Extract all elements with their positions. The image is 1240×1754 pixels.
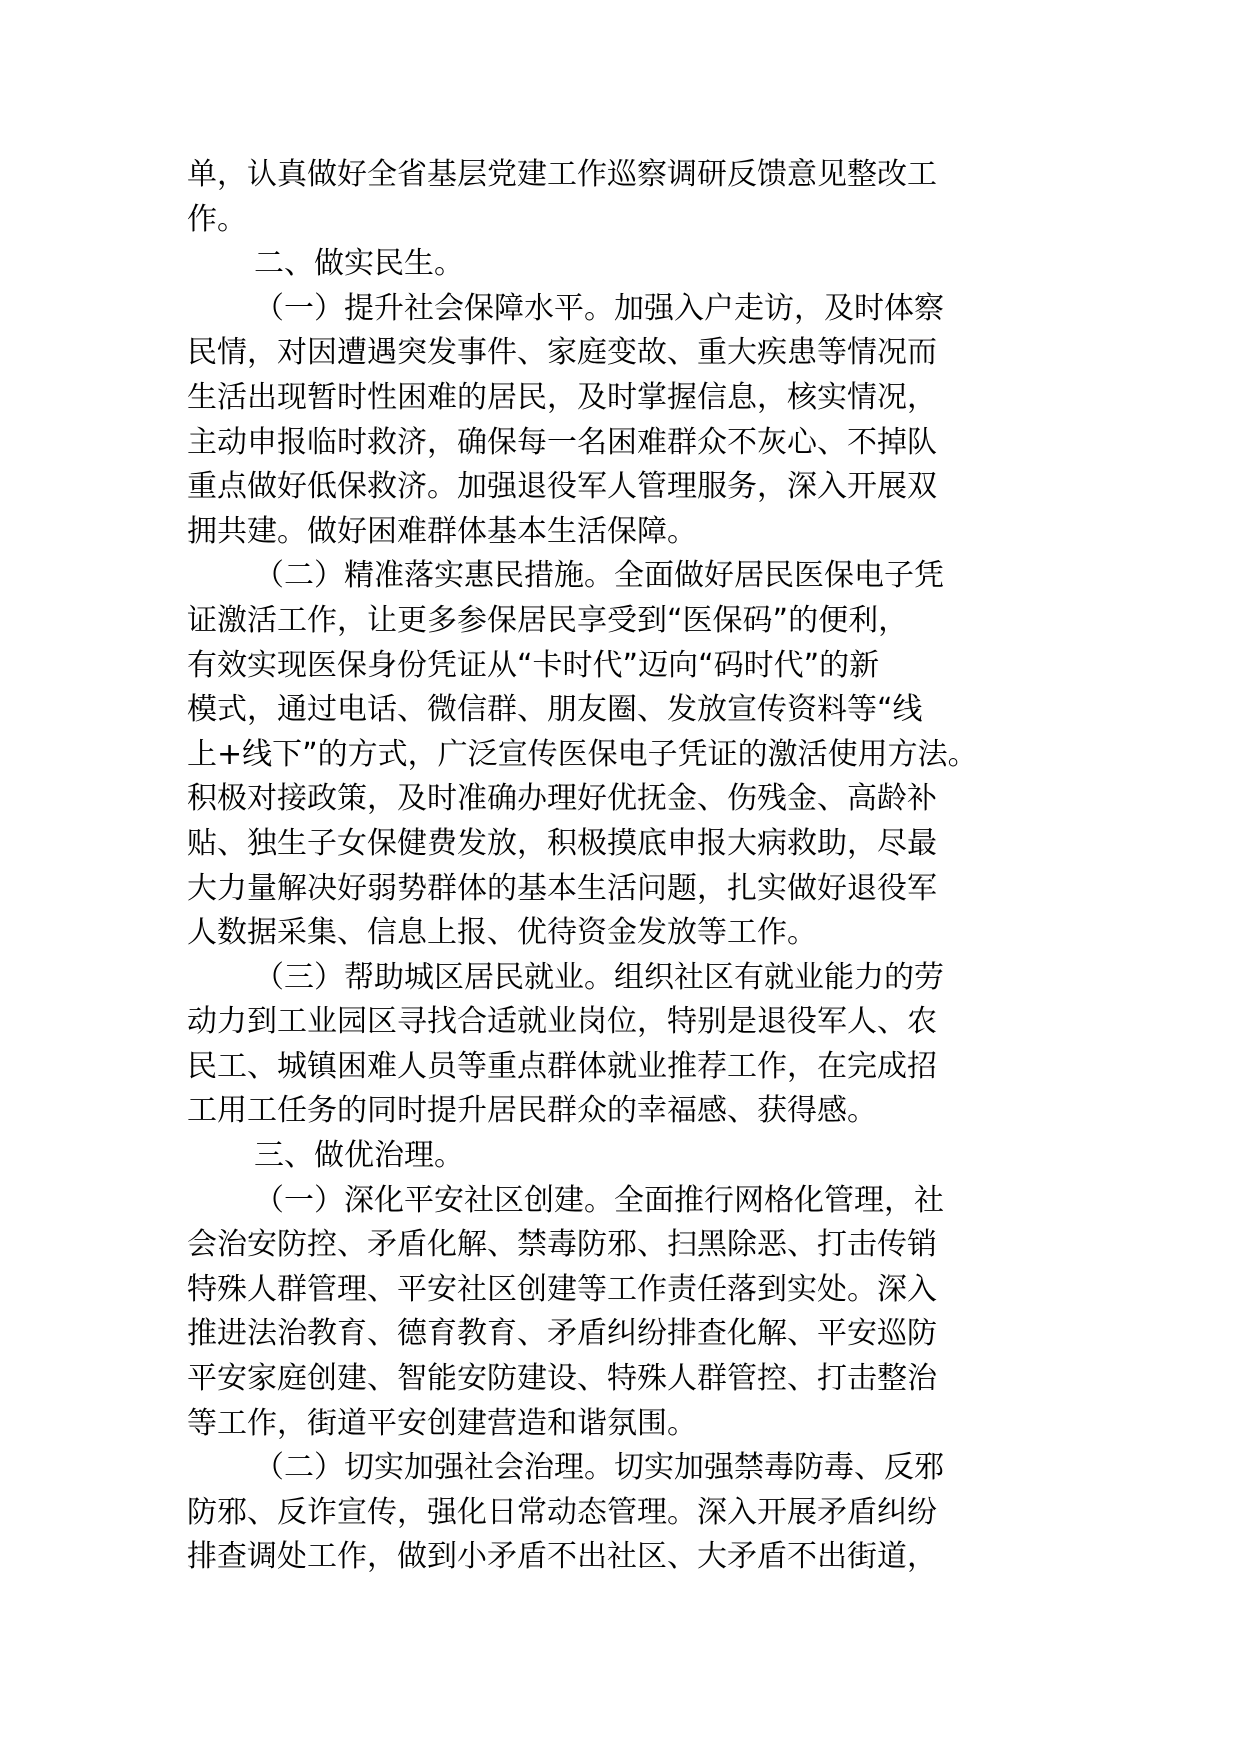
text-line: 上+线下”的方式，广泛宣传医保电子凭证的激活使用方法。	[187, 736, 978, 772]
text-line: 拥共建。做好困难群体基本生活保障。	[187, 513, 697, 549]
text-line: 动力到工业园区寻找合适就业岗位，特别是退役军人、农	[187, 1004, 937, 1040]
text-line: （一）提升社会保障水平。加强入户走访，及时体察	[254, 290, 944, 326]
text-line: （二）切实加强社会治理。切实加强禁毒防毒、反邪	[254, 1450, 944, 1486]
text-line: （三）帮助城区居民就业。组织社区有就业能力的劳	[254, 959, 944, 995]
text-line: 证激活工作，让更多参保居民享受到“医保码”的便利，	[187, 602, 909, 638]
text-line: 有效实现医保身份凭证从“卡时代”迈向“码时代”的新	[187, 647, 880, 683]
section-heading: 三、做优治理。	[254, 1138, 464, 1174]
text-line: 贴、独生子女保健费发放，积极摸底申报大病救助，尽最	[187, 825, 937, 861]
text-line: 民工、城镇困难人员等重点群体就业推荐工作，在完成招	[187, 1048, 937, 1084]
text-line: （一）深化平安社区创建。全面推行网格化管理，社	[254, 1182, 944, 1218]
text-line: 积极对接政策，及时准确办理好优抚金、伤残金、高龄补	[187, 781, 937, 817]
text-line: 防邪、反诈宣传，强化日常动态管理。深入开展矛盾纠纷	[187, 1494, 937, 1530]
text-line: 大力量解决好弱势群体的基本生活问题，扎实做好退役军	[187, 870, 937, 906]
text-line: 作。	[187, 201, 247, 237]
text-line: （二）精准落实惠民措施。全面做好居民医保电子凭	[254, 558, 944, 594]
text-line: 排查调处工作，做到小矛盾不出社区、大矛盾不出街道，	[187, 1539, 937, 1575]
section-heading: 二、做实民生。	[254, 246, 464, 282]
text-line: 模式，通过电话、微信群、朋友圈、发放宣传资料等“线	[187, 692, 923, 728]
text-line: 会治安防控、矛盾化解、禁毒防邪、扫黑除恶、打击传销	[187, 1227, 937, 1263]
text-line: 工用工任务的同时提升居民群众的幸福感、获得感。	[187, 1093, 877, 1129]
text-line: 人数据采集、信息上报、优待资金发放等工作。	[187, 915, 817, 951]
text-line: 单，认真做好全省基层党建工作巡察调研反馈意见整改工	[187, 157, 937, 192]
text-line: 主动申报临时救济，确保每一名困难群众不灰心、不掉队	[187, 424, 937, 460]
text-line: 推进法治教育、德育教育、矛盾纠纷排查化解、平安巡防	[187, 1316, 937, 1352]
text-line: 特殊人群管理、平安社区创建等工作责任落到实处。深入	[187, 1271, 937, 1307]
text-line: 平安家庭创建、智能安防建设、特殊人群管控、打击整治	[187, 1361, 937, 1397]
text-line: 生活出现暂时性困难的居民，及时掌握信息，核实情况，	[187, 379, 937, 415]
text-line: 等工作，街道平安创建营造和谐氛围。	[187, 1405, 697, 1441]
text-line: 重点做好低保救济。加强退役军人管理服务，深入开展双	[187, 469, 937, 505]
text-line: 民情，对因遭遇突发事件、家庭变故、重大疾患等情况而	[187, 335, 937, 371]
document-body	[187, 153, 1067, 1580]
